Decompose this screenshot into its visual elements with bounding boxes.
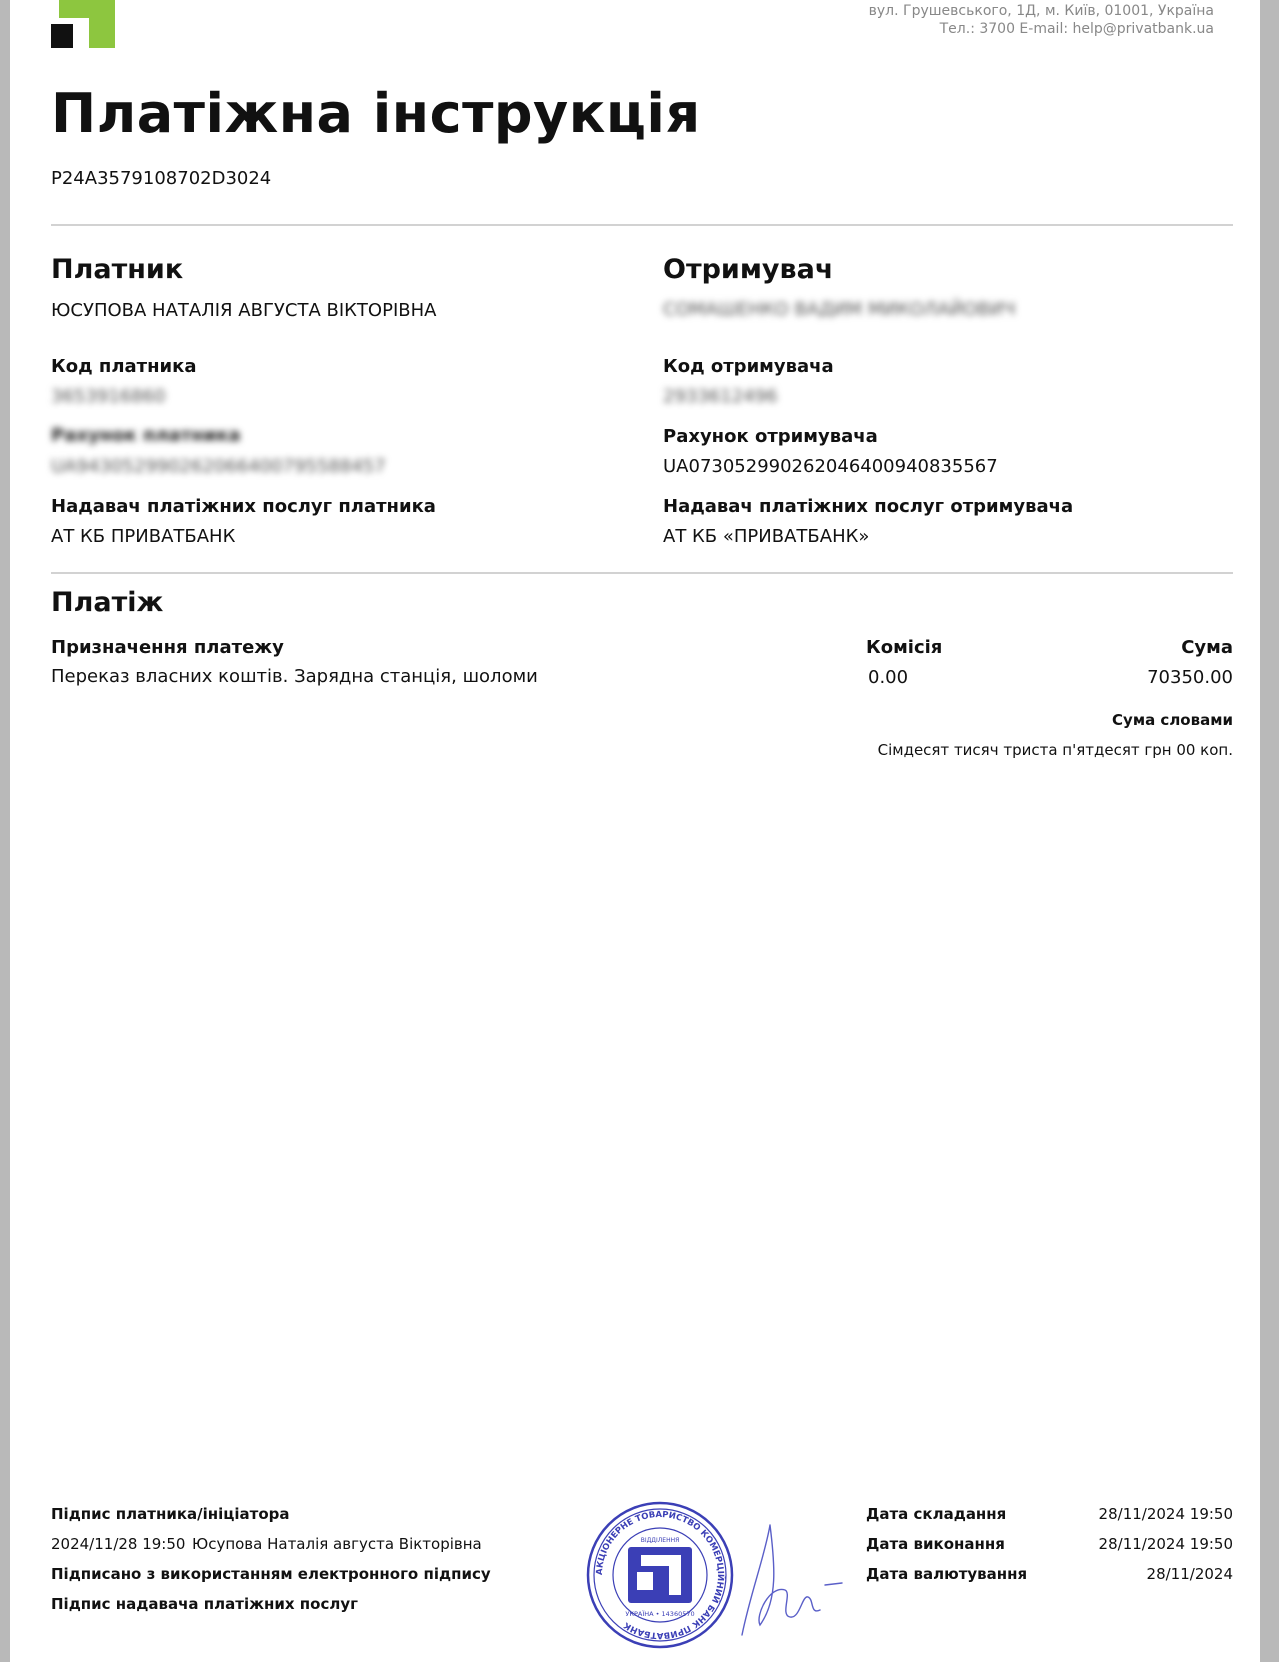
- payer-provider-label: Надавач платіжних послуг платника: [51, 496, 436, 517]
- recipient-provider-label: Надавач платіжних послуг отримувача: [663, 496, 1074, 517]
- handwritten-signature-icon: [730, 1505, 850, 1645]
- amount-in-words-value: Сімдесят тисяч триста п'ятдесят грн 00 коп.: [877, 741, 1233, 759]
- privatbank-logo-icon: [51, 0, 115, 48]
- stamp-bottom-text: УКРАЇНА • 14360570: [625, 1610, 695, 1618]
- date-compiled-value: 28/11/2024 19:50: [1098, 1505, 1233, 1523]
- payment-section-title: Платіж: [51, 587, 164, 618]
- divider: [51, 224, 1233, 226]
- date-value-label: Дата валютування: [866, 1565, 1028, 1583]
- date-value-value: 28/11/2024: [1146, 1565, 1233, 1583]
- amount-value: 70350.00: [1147, 667, 1233, 688]
- date-executed-value: 28/11/2024 19:50: [1098, 1535, 1233, 1553]
- payment-instruction-sheet: [10, 0, 1260, 1662]
- payer-code-label: Код платника: [51, 356, 197, 377]
- amount-label: Сума: [1181, 637, 1233, 658]
- payer-code-value: 3653916860: [51, 386, 166, 407]
- divider: [51, 572, 1233, 574]
- payer-section-title: Платник: [51, 254, 184, 285]
- payer-signature-label: Підпис платника/ініціатора: [51, 1505, 290, 1523]
- bank-phone-email: Тел.: 3700 E-mail: help@privatbank.ua: [939, 21, 1214, 37]
- commission-value: 0.00: [868, 667, 909, 688]
- recipient-code-label: Код отримувача: [663, 356, 834, 377]
- payment-purpose-value: Переказ власних коштів. Зарядна станція, шоломи: [51, 666, 538, 687]
- payer-signature-date: 2024/11/28 19:50: [51, 1535, 186, 1553]
- provider-signature-label: Підпис надавача платіжних послуг: [51, 1595, 358, 1613]
- recipient-code-value: 2933612496: [663, 386, 778, 407]
- stamp-ring-text: АКЦІОНЕРНЕ ТОВАРИСТВО КОМЕРЦІЙНИЙ БАНК ПРИВАТБАНК: [594, 1509, 726, 1641]
- bank-stamp-icon: [585, 1500, 735, 1650]
- recipient-account-label: Рахунок отримувача: [663, 426, 878, 447]
- recipient-section-title: Отримувач: [663, 254, 834, 285]
- payer-name: ЮСУПОВА НАТАЛІЯ АВГУСТА ВІКТОРІВНА: [51, 300, 437, 321]
- date-executed-label: Дата виконання: [866, 1535, 1005, 1553]
- recipient-provider-value: АТ КБ «ПРИВАТБАНК»: [663, 526, 870, 547]
- payer-account-value: UA943052990262066400795588457: [51, 456, 386, 477]
- recipient-name: СОМАШЕНКО ВАДИМ МИКОЛАЙОВИЧ: [663, 299, 1016, 320]
- recipient-account-value: UA073052990262046400940835567: [663, 456, 998, 477]
- commission-label: Комісія: [866, 637, 943, 658]
- bank-address: вул. Грушевського, 1Д, м. Київ, 01001, Україна: [868, 3, 1214, 19]
- electronic-signature-note: Підписано з використанням електронного підпису: [51, 1565, 491, 1583]
- payer-provider-value: АТ КБ ПРИВАТБАНК: [51, 526, 236, 547]
- payer-account-label: Рахунок платника: [51, 425, 241, 446]
- stamp-inner-text: ВІДДІЛЕННЯ: [640, 1537, 680, 1544]
- amount-in-words-label: Сума словами: [1112, 711, 1233, 729]
- payer-signature-name: Юсупова Наталія августа Вікторівна: [192, 1535, 482, 1553]
- bank-contacts: [869, 2, 1214, 38]
- page-title: Платіжна інструкція: [51, 82, 701, 145]
- payment-purpose-label: Призначення платежу: [51, 637, 284, 658]
- document-number: P24A3579108702D3024: [51, 168, 272, 189]
- date-compiled-label: Дата складання: [866, 1505, 1007, 1523]
